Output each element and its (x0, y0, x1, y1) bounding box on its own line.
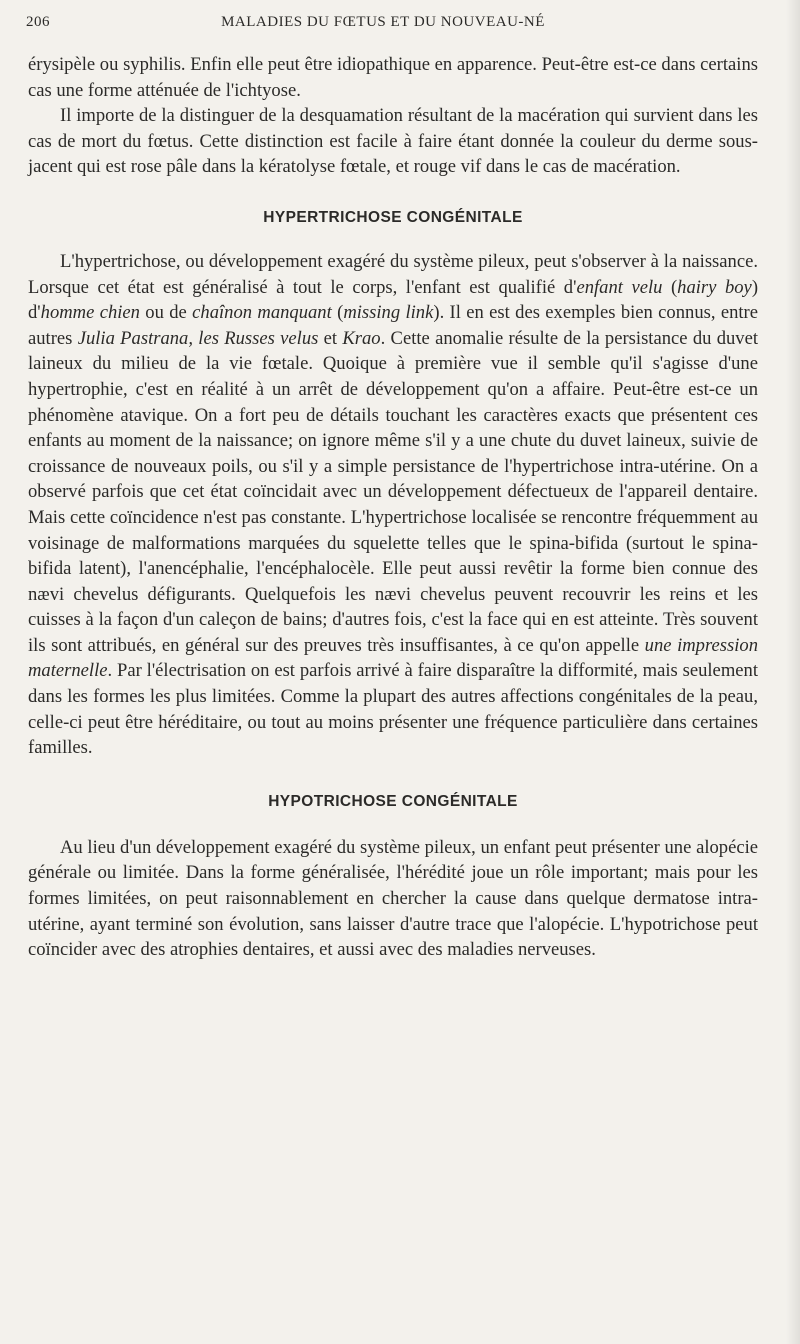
text-run: et (318, 327, 343, 349)
term-julia-pastrana: Julia Pastrana, les Russes velus (77, 327, 319, 349)
text-run: ). Il en est des exemples bien connus, entre autres (28, 302, 759, 349)
text-run: ou de (139, 302, 193, 324)
page-number: 206 (26, 14, 50, 30)
paragraph-continuation: érysipèle ou syphilis. Enfin elle peut être idiopathique en apparence. Peut-être est-ce dans certains cas une forme atténuée de l'ichtyose. (28, 54, 758, 101)
term-impression-maternelle: une impression maternelle (28, 634, 758, 682)
term-missing-link: missing link (343, 302, 434, 324)
term-krao: Krao (342, 327, 381, 349)
term-hairy-boy: hairy boy (677, 276, 752, 298)
text-run: . Par l'électrisation on est parfois arrivé à faire disparaître la difformité, mais seulement dans les formes les plus limitées. Comme la plupart des autres affections congénitales de la peau, celle-ci peut être héréditaire, ou tout au moins présenter une fréquence particulière dans certaines familles. (28, 660, 758, 759)
section-heading-hypotrichose: HYPOTRICHOSE CONGÉNITALE (268, 792, 518, 810)
text-run: ( (331, 302, 344, 324)
term-homme-chien: homme chien (40, 302, 140, 324)
paragraph-distinction: Il importe de la distinguer de la desquamation résultant de la macération qui survient dans les cas de mort du fœtus. Cette distinction est facile à faire étant donnée la couleur du derme sous-jacent qui est rose pâle dans la kératolyse fœtale, et rouge vif dans le cas de macération. (28, 105, 758, 178)
text-run: ( (662, 276, 678, 298)
term-enfant-velu: enfant velu (576, 276, 663, 298)
paragraph-hypotrichose: Au lieu d'un développement exagéré du système pileux, un enfant peut présenter une alopécie générale ou limitée. Dans la forme généralisée, l'hérédité joue un rôle important; mais pour les formes limitées, on peut raisonnablement en chercher la cause dans quelque dermatose intra-utérine, ayant terminé son évolution, sans laisser d'autre trace que l'alopécie. L'hypotrichose peut coïncider avec des atrophies dentaires, et aussi avec des maladies nerveuses. (28, 836, 758, 961)
text-run: . Cette anomalie résulte de la persistance du duvet laineux du milieu de la vie fœtale. Quoique à première vue il semble qu'il s'agisse d'une hypertrophie, c'est en réalité à un arrêt de développement qu'on a affaire. Peut-être est-ce un phénomène atavique. On a fort peu de détails touchant les caractères exacts que présentent ces enfants au moment de la naissance; on ignore même s'il y a une chute du duvet laineux, suivie de croissance de nouveaux poils, ou s'il y a simple persistance de l'hypertrichose intra-utérine. On a observé parfois que cet état coïncidait avec un développement défectueux de l'appareil dentaire. Mais cette coïncidence n'est pas constante. L'hypertrichose localisée se rencontre fréquemment au voisinage de malformations marquées du squelette telles que le spina-bifida (surtout le spina-bifida latent), l'anencéphalie, l'encéphalocèle. Elle peut aussi revêtir la forme bien connue des nævi chevelus défigurants. Quelquefois les nævi chevelus peuvent recouvrir les reins et les cuisses à la façon d'un caleçon de bains; d'autres fois, c'est la face qui en est atteinte. Très souvent ils sont attribués, en général sur des preuves très insuffisantes, à ce qu'on appelle (28, 327, 759, 656)
running-title: MALADIES DU FŒTUS ET DU NOUVEAU-NÉ (221, 14, 545, 30)
body-text (28, 52, 758, 963)
term-chainon-manquant: chaînon manquant (192, 302, 332, 324)
page-edge-shadow (786, 0, 800, 1344)
section-heading-hypertrichose: HYPERTRICHOSE CONGÉNITALE (263, 208, 523, 226)
text-run: L'hypertrichose, ou développement exagéré du système pileux, peut s'observer à la naissance. Lorsque cet état est généralisé à tout le corps, l'enfant est qualifié d' (28, 250, 758, 298)
running-head (26, 14, 740, 38)
text-run: ) d' (28, 276, 759, 324)
paragraph-hypertrichose (28, 249, 758, 761)
